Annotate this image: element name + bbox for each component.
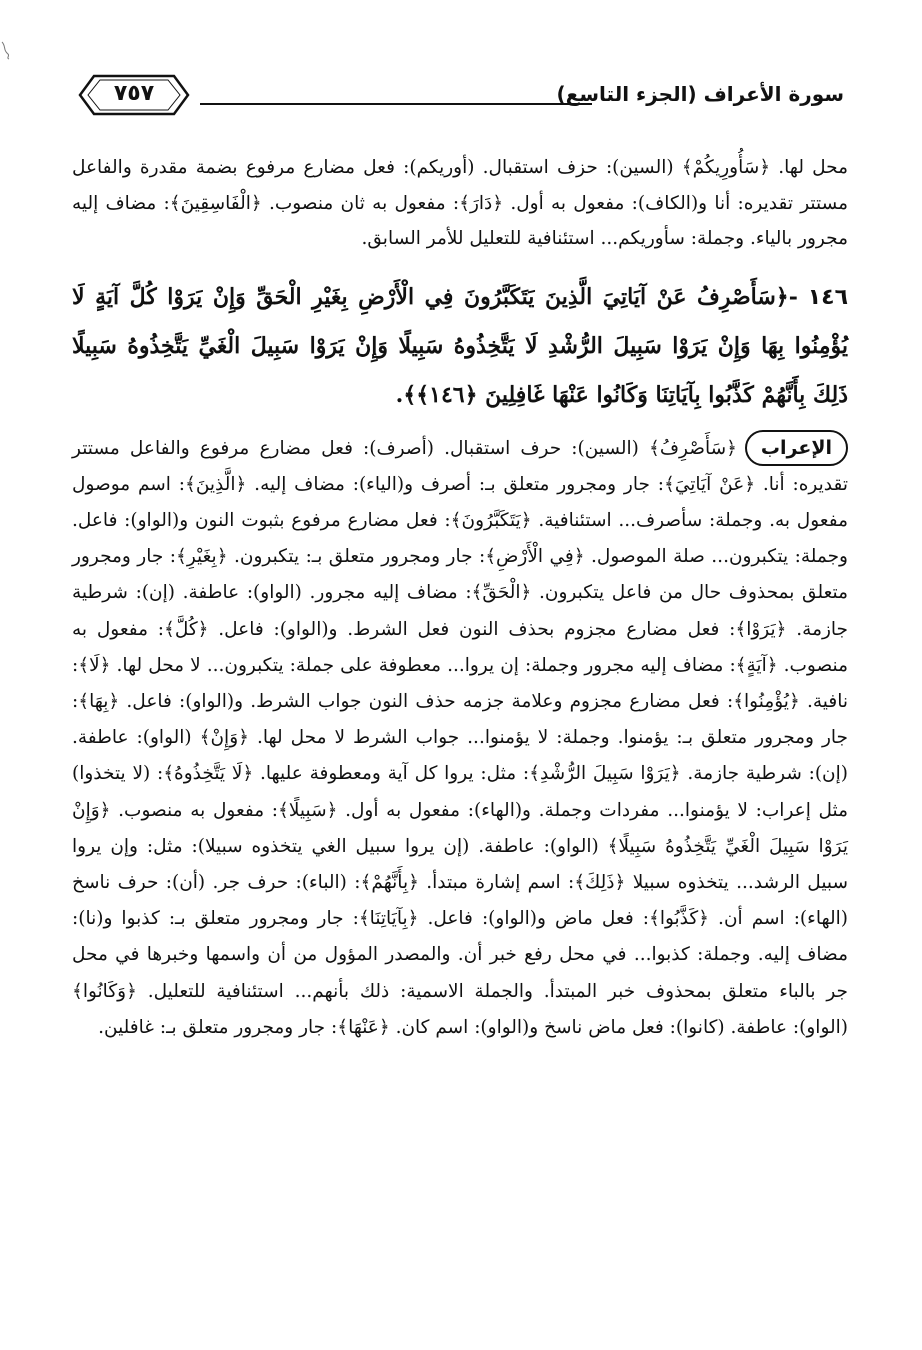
- verse-number: ١٤٦: [807, 284, 849, 310]
- page-number: ٧٥٧: [113, 81, 155, 106]
- verse-block: [72, 273, 848, 420]
- page-content: [72, 150, 848, 1046]
- surah-title: سورة الأعراف (الجزء التاسع): [556, 82, 844, 106]
- page-edge-mark: [0, 40, 14, 60]
- irab-text: ﴿سَأَصْرِفُ﴾ (السين): حرف استقبال. (أصرف): فعل مضارع مرفوع والفاعل مستتر تقديره: أنا. ﴿عَنْ آيَاتِيَ﴾: جار ومجرور متعلق بـ: أصرف و(الياء): مضاف إليه. ﴿الَّذِينَ﴾: اسم موصول مفعول به. وجملة: سأصرف... استئنافية. ﴿يَتَكَبَّرُونَ﴾: فعل مضارع مرفوع بثبوت النون و(الواو): فاعل. وجملة: يتكبرون... صلة الموصول. ﴿فِي الْأَرْضِ﴾: جار ومجرور متعلق بـ: يتكبرون. ﴿بِغَيْرِ﴾: جار ومجرور متعلق بمحذوف حال من فاعل يتكبرون. ﴿الْحَقِّ﴾: مضاف إليه مجرور. (الواو): عاطفة. (إن): شرطية جازمة. ﴿يَرَوْا﴾: فعل مضارع مجزوم بحذف النون فعل الشرط. و(الواو): فاعل. ﴿كُلَّ﴾: مفعول به منصوب. ﴿آيَةٍ﴾: مضاف إليه مجرور وجملة: إن يروا... معطوفة على جملة: يتكبرون... لا محل لها. ﴿لَا﴾: نافية. ﴿يُؤْمِنُوا﴾: فعل مضارع مجزوم وعلامة جزمه حذف النون جواب الشرط. و(الواو): فاعل. ﴿بِهَا﴾: جار ومجرور متعلق بـ: يؤمنوا. وجملة: لا يؤمنوا... جواب الشرط لا محل لها. ﴿وَإِنْ﴾ (الواو): عاطفة. (إن): شرطية جازمة. ﴿يَرَوْا سَبِيلَ الرُّشْدِ﴾: مثل: يروا كل آية ومعطوفة عليها. ﴿لَا يَتَّخِذُوهُ﴾: (لا يتخذوا) مثل إعراب: لا يؤمنوا... مفردات وجملة. و(الهاء): مفعول به أول. ﴿سَبِيلًا﴾: مفعول به منصوب. ﴿وَإِنْ يَرَوْا سَبِيلَ الْغَيِّ يَتَّخِذُوهُ سَبِيلًا﴾ (الواو): عاطفة. (إن يروا سبيل الغي يتخذوه سبيلا): مثل: وإن يروا سبيل الرشد... يتخذوه سبيلا ﴿ذَلِكَ﴾: اسم إشارة مبتدأ. ﴿بِأَنَّهُمْ﴾: (الباء): حرف جر. (أن): حرف ناسخ (الهاء): اسم أن. ﴿كَذَّبُوا﴾: فعل ماض و(الواو): فاعل. ﴿بِآيَاتِنَا﴾: جار ومجرور متعلق بـ: كذبوا و(نا): مضاف إليه. وجملة: كذبوا... في محل رفع خبر أن. والمصدر المؤول من أن واسمها وخبرها في محل جر بالباء متعلق بمحذوف خبر المبتدأ. والجملة الاسمية: ذلك بأنهم... استئنافية للتعليل. ﴿وَكَانُوا﴾ (الواو): عاطفة. (كانوا): فعل ماض ناسخ و(الواو): اسم كان. ﴿عَنْهَا﴾: جار ومجرور متعلق بـ: غافلين.: [72, 437, 848, 1038]
- page-number-frame: [76, 72, 192, 118]
- intro-paragraph: محل لها. ﴿سَأُورِيكُمْ﴾ (السين): حزف استقبال. (أوريكم): فعل مضارع مرفوع بضمة مقدرة والفاعل مستتر تقديره: أنا و(الكاف): مفعول به أول. ﴿دَارَ﴾: مفعول به ثان منصوب. ﴿الْفَاسِقِينَ﴾: مضاف إليه مجرور بالياء. وجملة: سأوريكم... استئنافية للتعليل للأمر السابق.: [72, 157, 848, 249]
- irab-label: الإعراب: [745, 430, 848, 466]
- header-rule: [200, 103, 592, 105]
- page-header: [72, 70, 850, 122]
- verse-text: -﴿سَأَصْرِفُ عَنْ آيَاتِيَ الَّذِينَ يَتَكَبَّرُونَ فِي الْأَرْضِ بِغَيْرِ الْحَقِّ وَإِنْ يَرَوْا كُلَّ آيَةٍ لَا يُؤْمِنُوا بِهَا وَإِنْ يَرَوْا سَبِيلَ الرُّشْدِ لَا يَتَّخِذُوهُ سَبِيلًا وَإِنْ يَرَوْا سَبِيلَ الْغَيِّ يَتَّخِذُوهُ سَبِيلًا ذَلِكَ بِأَنَّهُمْ كَذَّبُوا بِآيَاتِنَا وَكَانُوا عَنْهَا غَافِلِينَ ﴿١٤٦﴾﴾.: [72, 283, 848, 408]
- irab-paragraph: [72, 430, 848, 1046]
